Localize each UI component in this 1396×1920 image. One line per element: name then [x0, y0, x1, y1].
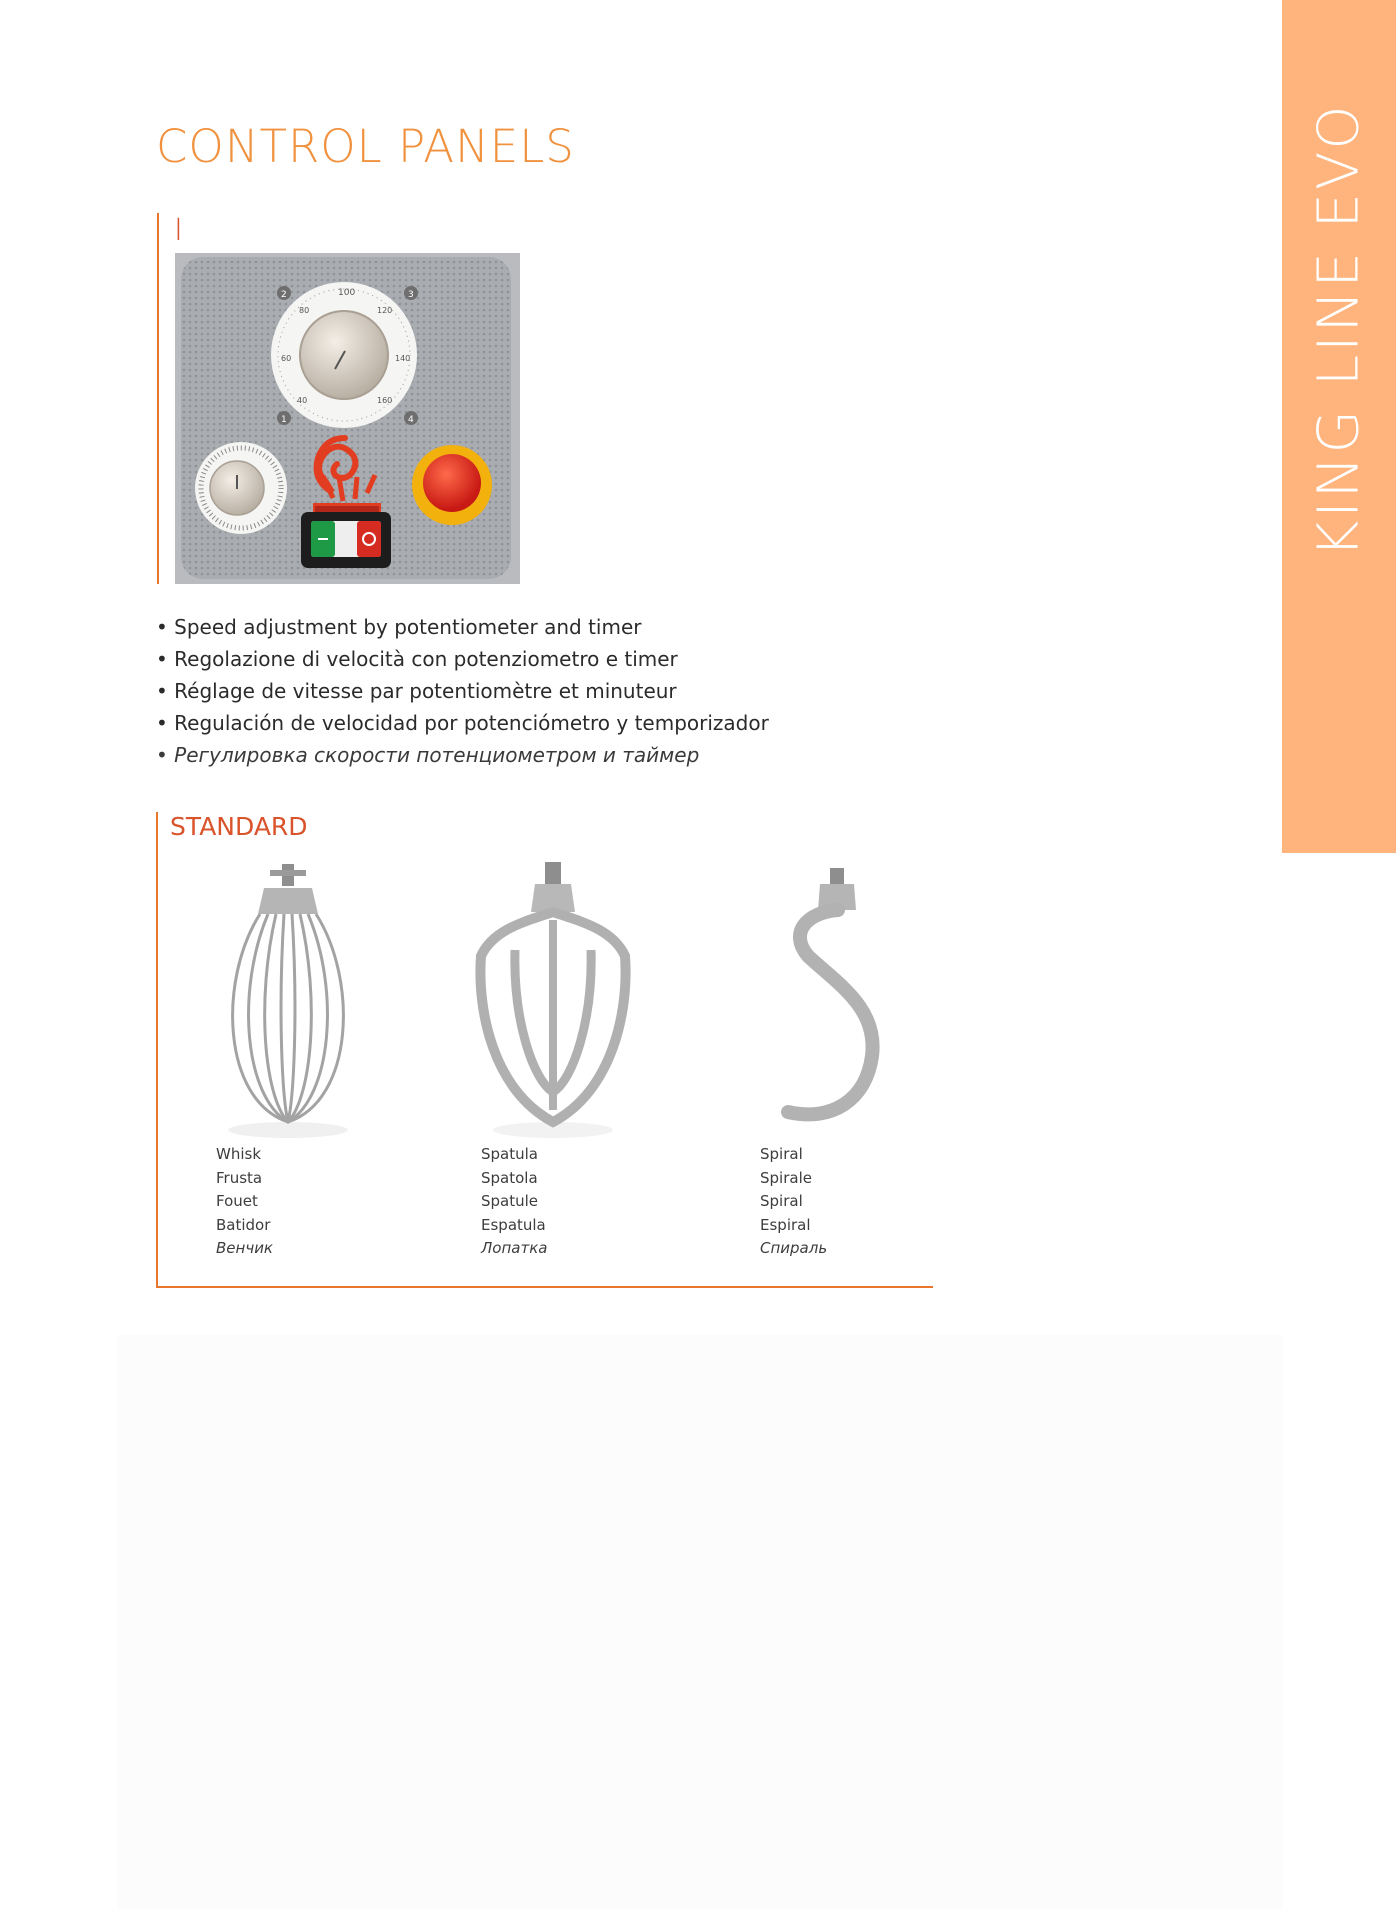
feature-list — [156, 611, 769, 771]
tool-name: Espiral — [760, 1215, 811, 1234]
control-panel-illustration — [175, 253, 520, 584]
feature-item: • Регулировка скорости потенциометром и таймер — [156, 743, 700, 767]
dial-marker: 1 — [281, 415, 287, 425]
tool-name: Spatule — [481, 1192, 539, 1210]
feature-item: • Réglage de vitesse par potentiomètre et minuteur — [156, 679, 677, 703]
tool-name: Spatola — [481, 1168, 538, 1187]
dial-number: 100 — [338, 288, 356, 298]
speed-knob[interactable] — [300, 311, 388, 399]
dial-number: 140 — [395, 354, 411, 363]
tool-name: Spatula — [481, 1145, 538, 1163]
tool-name: Spiral — [760, 1192, 803, 1210]
control-panel-label: I — [174, 213, 183, 248]
blank-lower-area — [118, 1335, 1282, 1910]
tool-name: Спираль — [760, 1239, 828, 1257]
tool-name: Espatula — [481, 1215, 546, 1234]
dial-marker: 4 — [408, 415, 414, 425]
tool-name: Batidor — [216, 1215, 271, 1234]
spatula-names — [481, 1143, 547, 1261]
tool-name: Frusta — [216, 1168, 263, 1187]
dial-number: 120 — [377, 306, 393, 315]
side-tab-title: KING LINE EVO — [1306, 102, 1372, 558]
whisk-image — [198, 860, 378, 1142]
tool-name: Fouet — [216, 1192, 258, 1210]
feature-item: • Regulación de velocidad por potenciómetro y temporizador — [156, 711, 769, 735]
emergency-stop-button[interactable] — [423, 454, 481, 512]
tool-name: Лопатка — [481, 1239, 548, 1257]
tool-name: Whisk — [216, 1145, 262, 1163]
standard-section — [156, 812, 933, 1288]
dial-number: 80 — [299, 306, 310, 315]
tool-name: Spirale — [760, 1168, 812, 1187]
dial-number: 160 — [377, 396, 393, 405]
control-panel-section — [157, 213, 519, 584]
dial-number: 60 — [281, 354, 292, 363]
side-tab — [1282, 0, 1396, 853]
dial-marker: 3 — [408, 290, 414, 300]
spiral-names — [760, 1143, 827, 1261]
spatula-image — [463, 860, 643, 1142]
standard-label: STANDARD — [170, 812, 308, 841]
tool-name: Spiral — [760, 1145, 803, 1163]
spiral-hook-image — [748, 860, 928, 1142]
tool-name: Венчик — [216, 1239, 273, 1257]
dial-number: 40 — [297, 396, 308, 405]
stop-button[interactable] — [357, 521, 381, 557]
page-title: CONTROL PANELS — [156, 120, 575, 173]
control-panel-photo — [175, 253, 520, 584]
whisk-names — [216, 1143, 273, 1261]
dial-marker: 2 — [281, 290, 287, 300]
feature-item: • Regolazione di velocità con potenziometro e timer — [156, 647, 678, 671]
feature-item: • Speed adjustment by potentiometer and timer — [156, 615, 642, 639]
